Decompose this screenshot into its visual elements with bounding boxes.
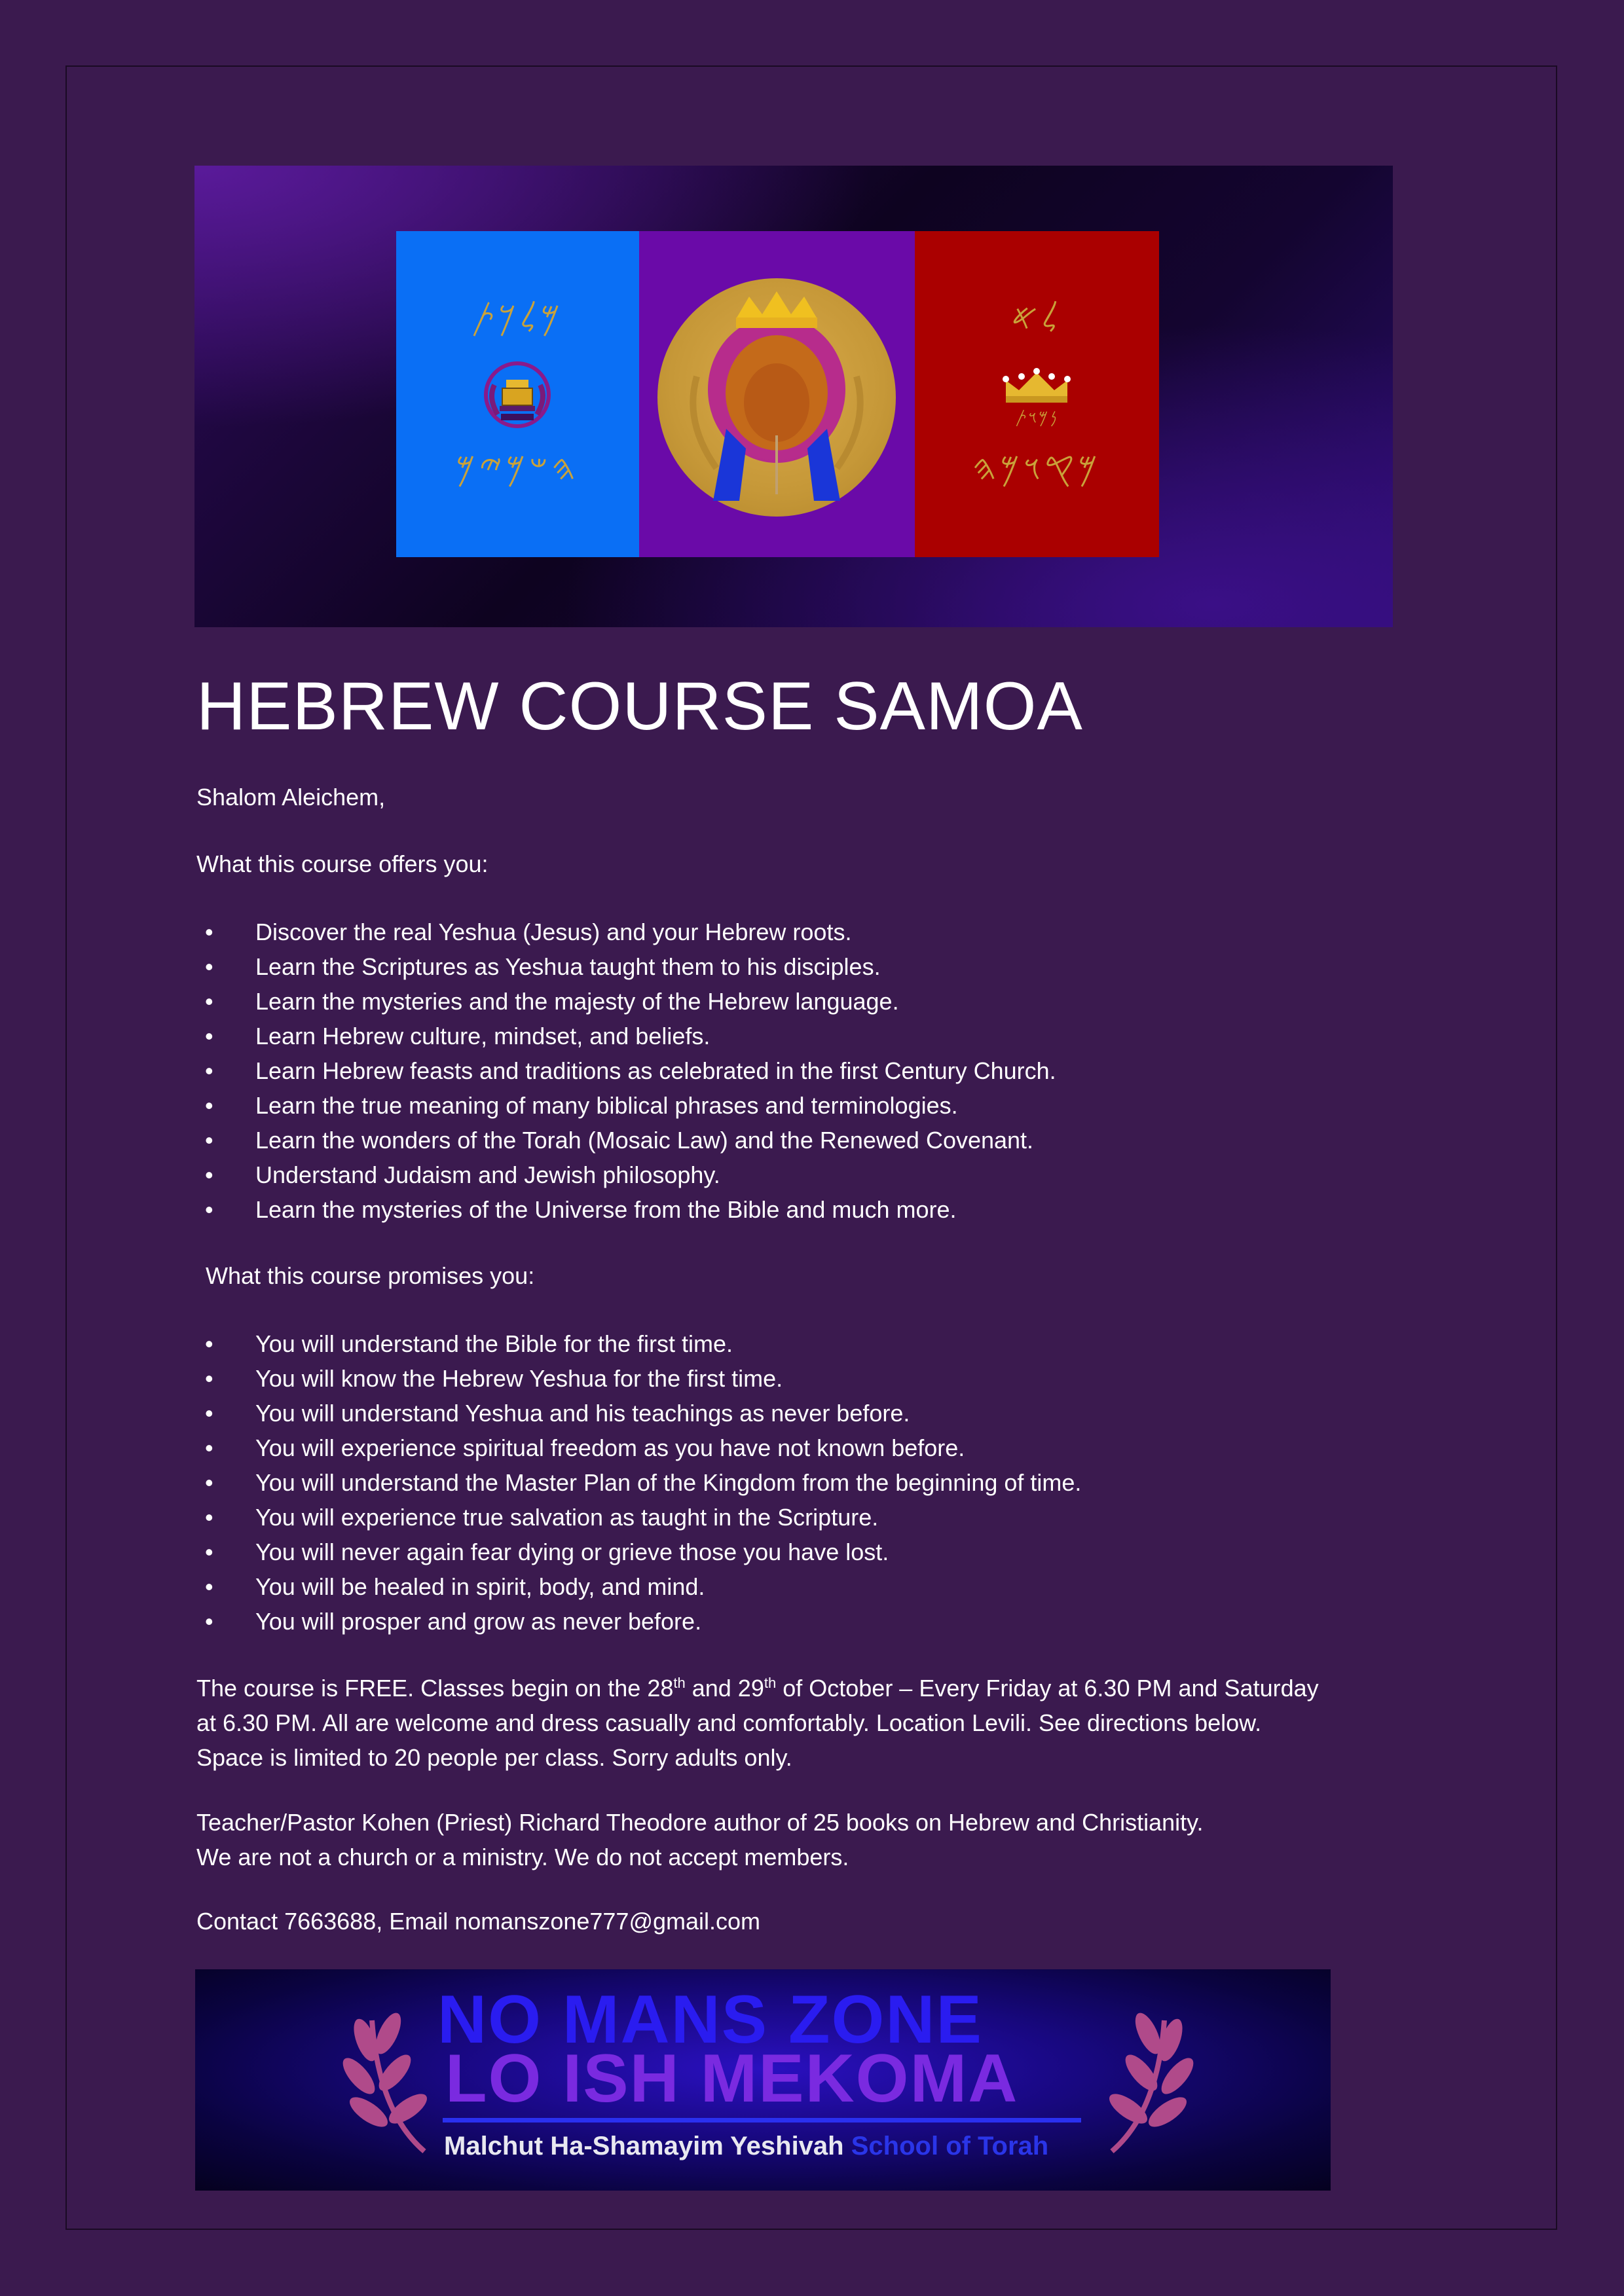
- paleo-hebrew-text-top: 𐤌𐤋𐤊𐤕: [471, 297, 564, 338]
- list-item: • You will experience spiritual freedom as you have not known before.: [196, 1430, 1428, 1465]
- greeting: Shalom Aleichem,: [196, 784, 386, 811]
- logo-tagline: [444, 2126, 1048, 2166]
- logo-tagline-subtitle: School of Torah: [851, 2132, 1049, 2160]
- logo-title-hebrew: LO ISH MEKOMA: [445, 2041, 1019, 2117]
- disclaimer-line: We are not a church or a ministry. We do not accept members.: [196, 1844, 849, 1870]
- blue-panel: [396, 231, 639, 557]
- list-item: • You will never again fear dying or grieve those you have lost.: [196, 1535, 1428, 1569]
- teacher-line: Teacher/Pastor Kohen (Priest) Richard Theodore author of 25 books on Hebrew and Christianity.: [196, 1809, 1204, 1836]
- promises-heading: What this course promises you:: [206, 1262, 535, 1289]
- logo-title-english: NO MANS ZONE: [437, 1982, 983, 2058]
- list-item: • Learn the wonders of the Torah (Mosaic Law) and the Renewed Covenant.: [196, 1123, 1428, 1157]
- crowned-lion-icon: [657, 278, 896, 517]
- red-panel: [915, 231, 1159, 557]
- school-logo-banner: [195, 1969, 1331, 2191]
- paleo-hebrew-text-small: 𐤍𐤌𐤅𐤕: [1015, 408, 1059, 428]
- course-details-line-3: Space is limited to 20 people per class. Sorry adults only.: [196, 1744, 792, 1771]
- course-details: [196, 1671, 1428, 1775]
- crown-icon: [1001, 367, 1073, 407]
- list-item: • Learn the mysteries and the majesty of the Hebrew language.: [196, 984, 1428, 1019]
- promises-list: [196, 1326, 1428, 1639]
- course-details-line-1: The course is FREE. Classes begin on the 28th and 29th of October – Every Friday at 6.30 PM and Saturday: [196, 1675, 1319, 1702]
- list-item: • You will understand Yeshua and his teachings as never before.: [196, 1396, 1428, 1430]
- list-item: • Learn Hebrew culture, mindset, and beliefs.: [196, 1019, 1428, 1053]
- paleo-hebrew-text-bottom: 𐤄𐤔𐤌𐤉𐤌: [456, 447, 580, 488]
- list-item: • You will experience true salvation as taught in the Scripture.: [196, 1500, 1428, 1535]
- course-details-line-2: at 6.30 PM. All are welcome and dress casually and comfortably. Location Levili. See directions below.: [196, 1709, 1262, 1736]
- list-item: • Understand Judaism and Jewish philosophy.: [196, 1157, 1428, 1192]
- logo-tagline-school-name: Malchut Ha-Shamayim Yeshivah: [444, 2132, 844, 2160]
- page-title: HEBREW COURSE SAMOA: [196, 668, 1083, 744]
- list-item: • You will be healed in spirit, body, and mind.: [196, 1569, 1428, 1604]
- paleo-hebrew-text-bottom: 𐤌𐤒𐤅𐤌𐤄: [972, 447, 1102, 488]
- purple-panel: [639, 231, 915, 557]
- ark-emblem-icon: [481, 359, 553, 431]
- offers-heading: What this course offers you:: [196, 850, 489, 877]
- list-item: • Learn the Scriptures as Yeshua taught them to his disciples.: [196, 949, 1428, 984]
- top-banner-image: [194, 166, 1393, 627]
- paleo-hebrew-text-top: 𐤋𐤀: [1011, 297, 1063, 338]
- list-item: • You will understand the Bible for the first time.: [196, 1326, 1428, 1361]
- list-item: • You will understand the Master Plan of the Kingdom from the beginning of time.: [196, 1465, 1428, 1500]
- list-item: • Learn the true meaning of many biblical phrases and terminologies.: [196, 1088, 1428, 1123]
- logo-divider: [443, 2118, 1081, 2123]
- list-item: • Discover the real Yeshua (Jesus) and your Hebrew roots.: [196, 915, 1428, 949]
- offers-list: [196, 915, 1428, 1227]
- list-item: • You will prosper and grow as never before.: [196, 1604, 1428, 1639]
- lion-seal: [657, 278, 896, 517]
- list-item: • Learn the mysteries of the Universe from the Bible and much more.: [196, 1192, 1428, 1227]
- contact-line: Contact 7663688, Email nomanszone777@gmail.com: [196, 1908, 761, 1935]
- list-item: • Learn Hebrew feasts and traditions as celebrated in the first Century Church.: [196, 1053, 1428, 1088]
- list-item: • You will know the Hebrew Yeshua for the first time.: [196, 1361, 1428, 1396]
- teacher-info: [196, 1805, 1428, 1874]
